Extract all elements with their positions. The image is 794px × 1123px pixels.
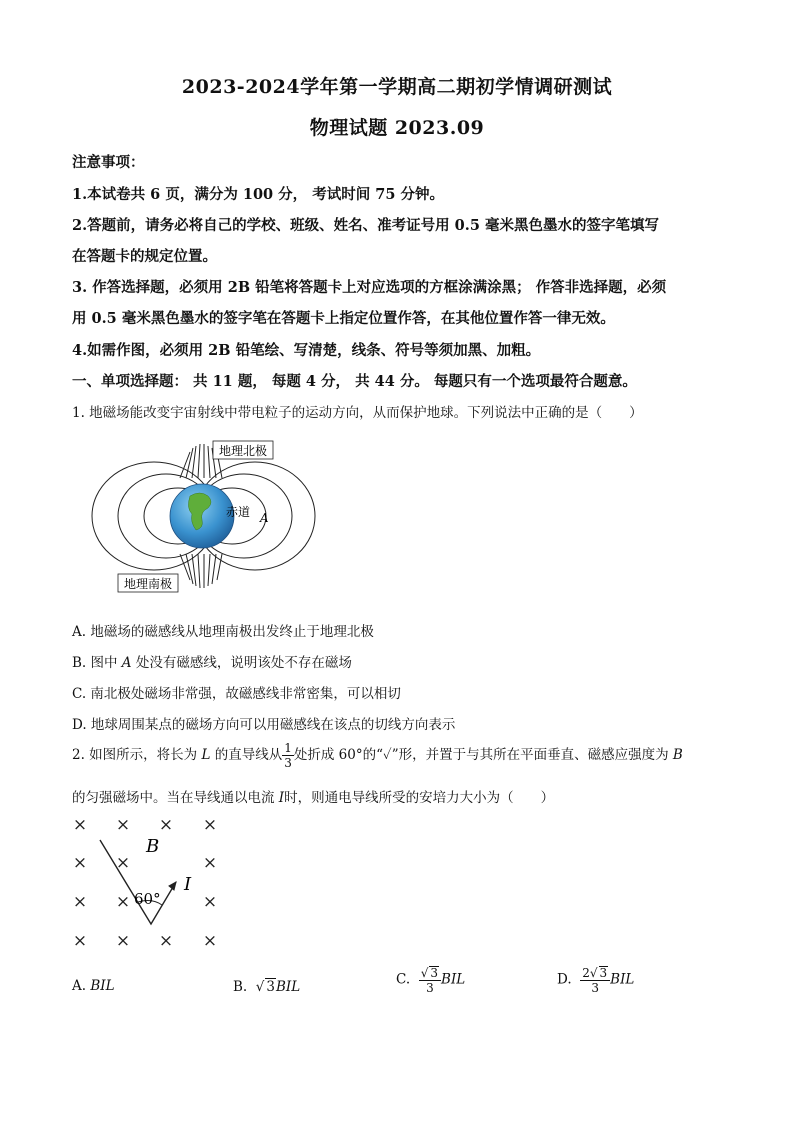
notice-item-4: 4.如需作图，必须用 2B 铅笔绘、写清楚，线条、符号等须加黑、加粗。 (72, 342, 541, 359)
q2-option-a-expr: BIL (90, 978, 115, 994)
field-cross: × (158, 931, 174, 951)
q2-option-d-expr: BIL (610, 971, 635, 988)
q1-option-a: A. 地磁场的磁感线从地理南极出发终止于地理北极 (72, 624, 374, 640)
exam-title: 2023-2024学年第一学期高二期初学情调研测试 (181, 76, 613, 98)
field-cross: × (202, 815, 218, 835)
field-cross: × (115, 853, 131, 873)
q2-stem2-b: 时，则通电导线所受的安培力大小为（ ） (284, 790, 555, 806)
q2-option-c-num: √ 3 (419, 966, 441, 981)
field-cross: × (72, 853, 88, 873)
angle-label: 60° (134, 890, 161, 908)
q2-option-d-frac (580, 966, 610, 994)
q2-option-a (72, 978, 115, 994)
q2-stem2-current-var: I (278, 790, 285, 806)
q2-stem-length-var: L (201, 747, 211, 763)
field-b-label: B (146, 836, 160, 857)
q2-option-b-expr: BIL (276, 979, 301, 995)
field-cross: × (158, 815, 174, 835)
south-pole-label: 地理南极 (123, 577, 173, 591)
q2-option-b: B. √ 3BIL (233, 979, 301, 995)
geomagnetic-field-figure (72, 438, 322, 598)
q1-option-b (72, 651, 732, 671)
q2-stem-line1 (72, 742, 732, 769)
notice-item-2a: 2.答题前，请务必将自己的学校、班级、姓名、准考证号用 0.5 毫米黑色墨水的签字笔填写 (72, 217, 659, 234)
notice-item-3a: 3. 作答选择题，必须用 2B 铅笔将答题卡上对应选项的方框涂满涂黑； 作答非选择题，必须 (72, 279, 667, 296)
q2-option-c-expr: BIL (441, 971, 466, 988)
q1-option-b-post: 处没有磁感线，说明该处不存在磁场 (131, 655, 352, 671)
q2-fraction-den: 3 (284, 756, 292, 770)
q2-option-c-frac (419, 966, 441, 994)
q2-option-d-den: 3 (591, 981, 600, 995)
current-i-label: I (184, 874, 192, 895)
section-heading: 一、单项选择题： 共 11 题， 每题 4 分， 共 44 分。 每题只有一个选项最符合题意。 (72, 373, 637, 390)
q2-stem-b: 的直导线从 (210, 747, 283, 763)
field-cross: × (72, 815, 88, 835)
field-cross: × (202, 931, 218, 951)
q2-option-c-letter: C. (396, 971, 411, 988)
q2-stem-a: 2. 如图所示，将长为 (72, 747, 202, 763)
q2-option-d-root: 3 (599, 966, 608, 980)
q2-option-c-root: 3 (430, 966, 439, 980)
q2-option-d-coef: 2 (582, 966, 590, 980)
q2-option-d-letter: D. (557, 971, 572, 988)
q1-option-c: C. 南北极处磁场非常强，故磁感线非常密集，可以相切 (72, 686, 401, 702)
field-cross: × (72, 892, 88, 912)
q2-option-a-letter: A. (72, 978, 87, 994)
field-cross: × (202, 853, 218, 873)
q2-option-c-den: 3 (426, 981, 434, 995)
notice-item-1: 1.本试卷共 6 页，满分为 100 分， 考试时间 75 分钟。 (72, 186, 445, 203)
q1-option-b-var: A (121, 655, 132, 671)
equator-label: 赤道 (226, 505, 251, 519)
field-cross: × (115, 815, 131, 835)
q2-stem-field-var: B (672, 747, 683, 763)
bent-wire (100, 840, 176, 924)
q1-option-d: D. 地球周围某点的磁场方向可以用磁感线在该点的切线方向表示 (72, 717, 456, 733)
field-cross: × (115, 892, 131, 912)
q1-stem: 1. 地磁场能改变宇宙射线中带电粒子的运动方向，从而保护地球。下列说法中正确的是（ ） (72, 405, 643, 421)
q1-option-b-pre: B. 图中 (72, 655, 122, 671)
point-a-label: A (260, 511, 269, 525)
field-cross: × (72, 931, 88, 951)
q2-option-b-letter: B. (233, 979, 248, 995)
q2-option-d-num: 2√ 3 (580, 966, 610, 981)
notice-item-2b: 在答题卡的规定位置。 (72, 248, 217, 265)
q2-stem2-a: 的匀强磁场中。当在导线通以电流 (72, 790, 279, 806)
q2-stem-c: 处折成 60°的“✓”形，并置于与其所在平面垂直、磁感应强度为 (293, 747, 673, 763)
field-cross: × (202, 892, 218, 912)
current-arrowhead (169, 882, 176, 890)
notice-heading: 注意事项： (72, 154, 145, 171)
q2-option-d (557, 966, 634, 994)
q2-fraction (282, 742, 294, 769)
q2-fraction-num: 1 (284, 741, 292, 755)
q2-stem-line2 (72, 786, 732, 806)
q2-option-c (396, 966, 465, 994)
field-cross: × (115, 931, 131, 951)
north-pole-label: 地理北极 (218, 444, 268, 458)
bent-wire-figure (66, 812, 236, 952)
q2-option-b-root: 3 (266, 979, 275, 995)
exam-subtitle: 物理试题 2023.09 (309, 117, 485, 139)
notice-item-3b: 用 0.5 毫米黑色墨水的签字笔在答题卡上指定位置作答，在其他位置作答一律无效。 (72, 310, 615, 327)
